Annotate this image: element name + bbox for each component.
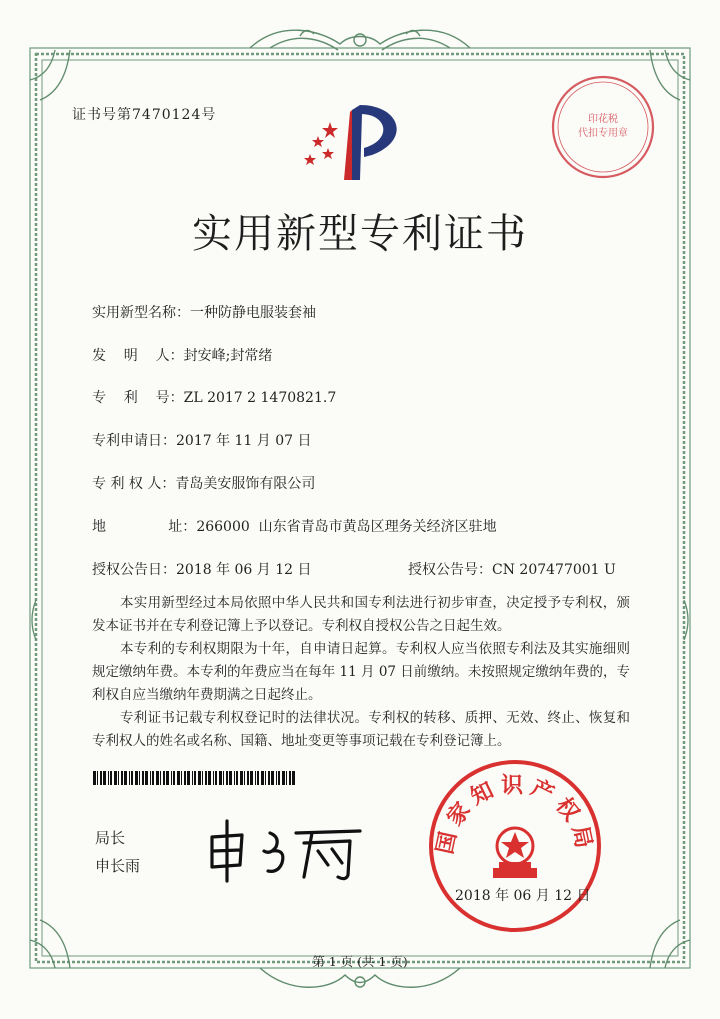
director-title: 局长 <box>95 829 126 847</box>
field-grant-date <box>92 559 312 579</box>
top-ornament <box>250 30 470 50</box>
field-grant-number <box>408 559 616 579</box>
field-value: 2018 年 06 月 12 日 <box>176 562 312 578</box>
certificate-number: 证书号第7470124号 <box>72 107 217 123</box>
certificate-title: 实用新型专利证书 <box>192 211 528 257</box>
field-value: 一种防静电服装套袖 <box>190 305 316 321</box>
field-value: 青岛美安服饰有限公司 <box>175 476 316 492</box>
field-label: 专利申请日： <box>92 433 176 449</box>
field-address <box>92 516 497 536</box>
field-label: 发 明 人： <box>92 348 184 364</box>
seal-text: 国家知识产权局 <box>432 773 598 857</box>
field-patent-number <box>92 387 336 407</box>
field-value: 2017 年 11 月 07 日 <box>176 433 312 449</box>
svg-text:印花税: 印花税 <box>588 114 618 125</box>
seal-date: 2018 年 06 月 12 日 <box>455 888 591 904</box>
page-number: 第 1 页 (共 1 页) <box>312 954 408 969</box>
field-label: 地 址： <box>92 519 197 535</box>
field-value: 266000 山东省青岛市黄岛区理务关经济区驻地 <box>196 519 497 535</box>
handwritten-signature <box>200 815 370 885</box>
paragraph-2: 本专利的专利权期限为十年，自申请日起算。专利权人应当依照专利法及其实施细则规定缴纳年费。本专利的年费应当在每年 11 月 07 日前缴纳。未按照规定缴纳年费的，专利权自应当缴纳年费期满之日起终止。 <box>92 641 630 703</box>
field-label: 专 利 号： <box>92 390 184 406</box>
barcode <box>93 771 297 785</box>
paragraph-1: 本实用新型经过本局依照中华人民共和国专利法进行初步审查，决定授予专利权，颁发本证书并在专利登记簿上予以登记。专利权自授权公告之日起生效。 <box>92 595 630 634</box>
field-label: 授权公告号： <box>408 562 492 578</box>
field-value: 封安峰;封常绪 <box>183 348 273 364</box>
field-patentee <box>92 473 315 493</box>
cnipa-logo <box>300 100 415 180</box>
field-label: 授权公告日： <box>92 562 176 578</box>
svg-text:代扣专用章: 代扣专用章 <box>578 128 628 139</box>
field-value: CN 207477001 U <box>492 562 616 578</box>
bottom-ornament <box>260 968 460 987</box>
field-utility-model-name <box>92 302 316 322</box>
tax-stamp-seal <box>548 72 658 182</box>
paragraph-3: 专利证书记载专利权登记时的法律状况。专利权的转移、质押、无效、终止、恢复和专利权人的姓名或名称、国籍、地址变更等事项记载在专利登记簿上。 <box>92 710 630 749</box>
official-red-seal <box>427 758 603 934</box>
field-value: ZL 2017 2 1470821.7 <box>183 390 337 406</box>
director-name: 申长雨 <box>95 857 141 875</box>
field-label: 专 利 权 人： <box>92 476 176 492</box>
field-label: 实用新型名称： <box>92 305 190 321</box>
field-filing-date <box>92 430 312 450</box>
field-inventor <box>92 345 272 365</box>
